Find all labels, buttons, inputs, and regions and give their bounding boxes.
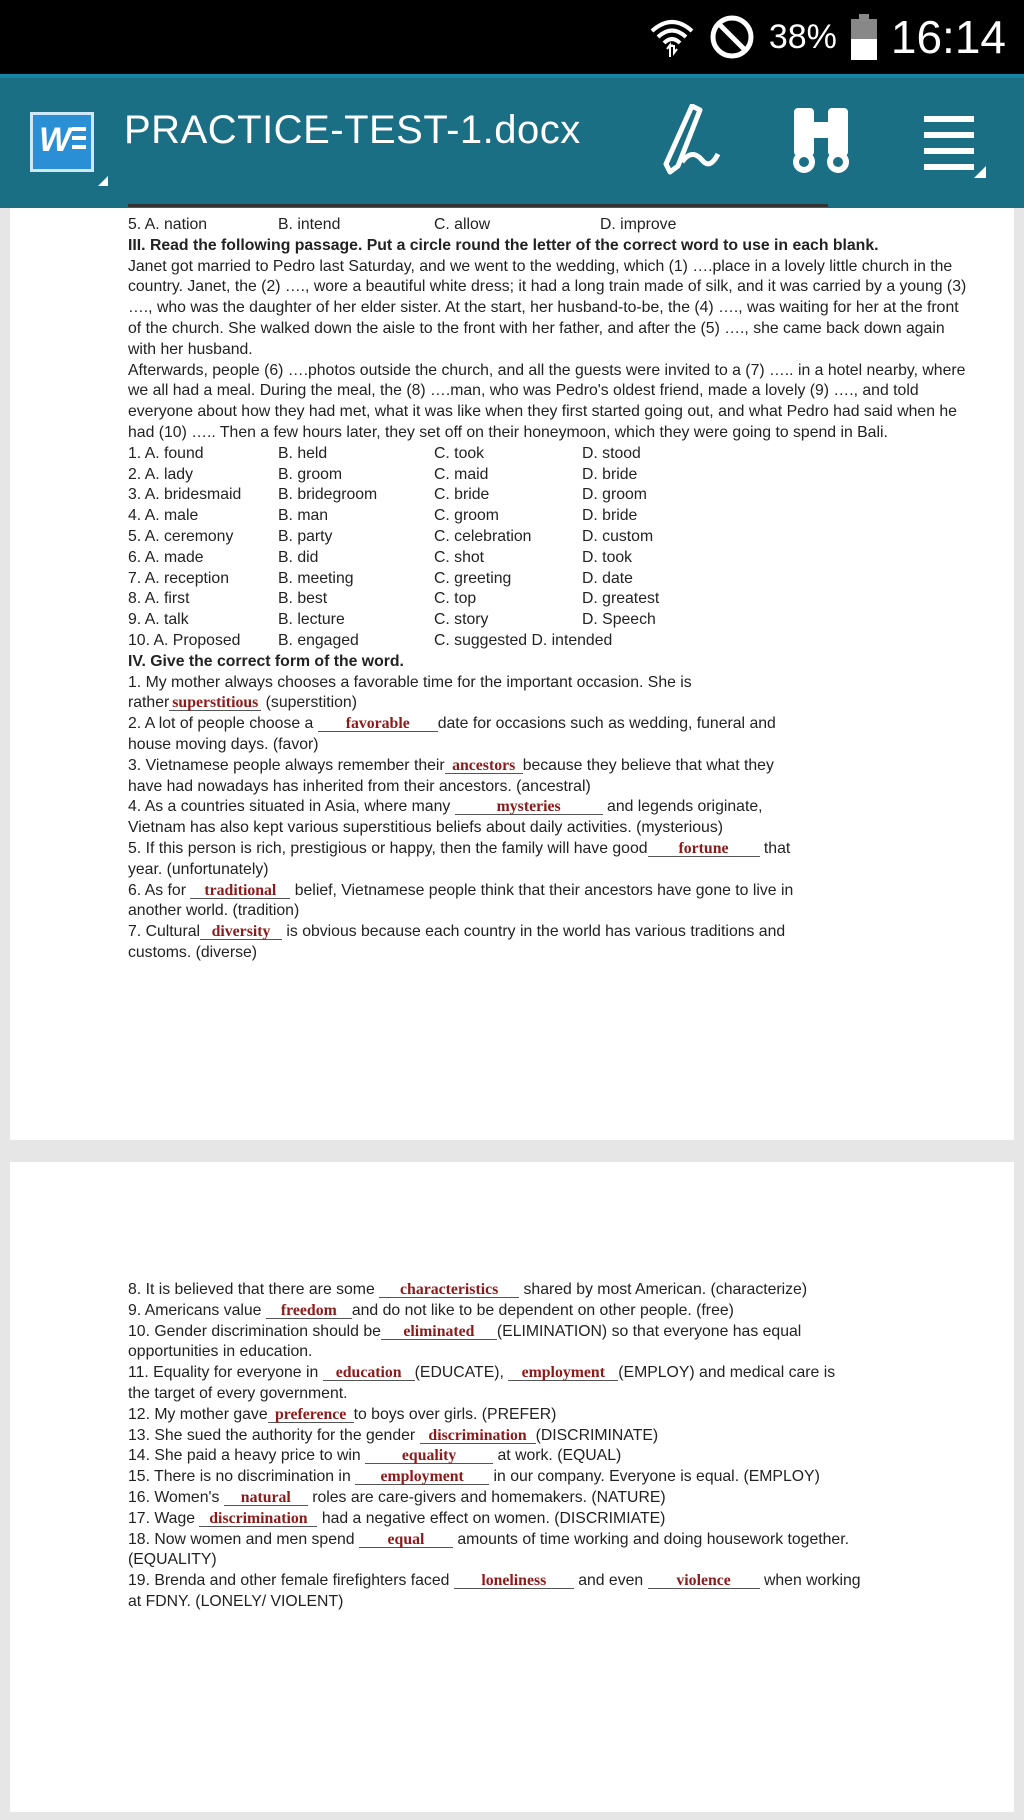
option-c[interactable]: C. bride <box>434 486 490 504</box>
passage-paragraph-2: Afterwards, people (6) ….photos outside the church, and all the guests were invited to a (7) ….. in a hotel nearby, where we all had a meal. During the meal, the (8) ….man, who was Pedro's oldest friend, made a lovely (9) …., and told everyone about how they had met, what it was like when they first started going out, and what Pedro had said when he had (10) ….. Then a few hours later, they set off on their honeymoon, which they were going to spend in Bali. <box>128 361 966 441</box>
item-1 <box>128 673 968 715</box>
answer-blank[interactable]: violence <box>648 1574 760 1589</box>
answer-blank[interactable]: freedom <box>266 1304 352 1319</box>
do-not-disturb-icon <box>709 14 755 60</box>
item-text: (EMPLOY) and medical care is <box>618 1364 836 1382</box>
answer-blank[interactable]: natural <box>224 1491 308 1506</box>
item-text: and legends originate, <box>607 798 763 816</box>
option-b[interactable]: B. best <box>278 590 328 608</box>
item-text: (EDUCATE), <box>414 1364 504 1382</box>
answer-blank[interactable]: traditional <box>190 884 290 899</box>
item-text: customs. (diverse) <box>128 943 258 961</box>
item-text: have had nowadays has inherited from their ancestors. (ancestral) <box>128 777 591 795</box>
option-b[interactable]: B. groom <box>278 465 343 483</box>
answer-blank[interactable]: education <box>323 1366 415 1381</box>
option-c[interactable]: C. took <box>434 444 485 462</box>
option-a[interactable]: 6. A. made <box>128 548 204 566</box>
option-a[interactable]: 3. A. bridesmaid <box>128 486 242 504</box>
item-text: opportunities in education. <box>128 1343 313 1361</box>
option-a[interactable]: 7. A. reception <box>128 569 229 587</box>
item-text: 15. There is no discrimination in <box>128 1468 351 1486</box>
item-text: at FDNY. (LONELY/ VIOLENT) <box>128 1592 344 1610</box>
option-d[interactable]: D. stood <box>582 444 641 462</box>
item-13 <box>128 1426 968 1447</box>
option-a[interactable]: 9. A. talk <box>128 611 189 629</box>
answer-blank[interactable]: superstitious <box>169 696 261 711</box>
item-text: shared by most American. (characterize) <box>523 1281 808 1298</box>
option-b[interactable]: B. meeting <box>278 569 354 587</box>
item-17 <box>128 1509 968 1530</box>
option-row <box>128 610 968 631</box>
answer-blank[interactable]: diversity <box>200 925 282 940</box>
battery-icon <box>851 14 877 60</box>
item-text: the target of every government. <box>128 1384 348 1402</box>
option-row <box>128 506 968 527</box>
option-a[interactable]: 8. A. first <box>128 590 190 608</box>
item-text: 16. Women's <box>128 1488 220 1506</box>
item-text: 8. It is believed that there are some <box>128 1281 375 1298</box>
option-c: C. allow <box>434 216 491 233</box>
option-d[interactable]: D. bride <box>582 507 638 525</box>
option-d[interactable]: D. bride <box>582 465 638 483</box>
item-12 <box>128 1405 968 1426</box>
menu-icon[interactable] <box>920 112 986 178</box>
item-text: 13. She sued the authority for the gender <box>128 1426 416 1444</box>
item-10 <box>128 1322 968 1364</box>
corner-indicator-icon <box>98 176 108 186</box>
option-d[interactable]: D. greatest <box>582 590 660 608</box>
answer-blank[interactable]: eliminated <box>381 1325 497 1340</box>
option-row <box>128 548 968 569</box>
option-c[interactable]: C. greeting <box>434 569 512 587</box>
item-text: and even <box>578 1572 644 1590</box>
option-b[interactable]: B. engaged <box>278 631 359 649</box>
option-a[interactable]: 1. A. found <box>128 444 204 462</box>
item-text: 4. As a countries situated in Asia, where many <box>128 798 451 816</box>
answer-blank[interactable]: employment <box>355 1470 489 1485</box>
item-text: another world. (tradition) <box>128 902 300 920</box>
document-body-page1 <box>128 215 968 964</box>
option-b[interactable]: B. did <box>278 548 319 566</box>
item-text: amounts of time working and doing housework together. <box>457 1530 849 1548</box>
item-text: 17. Wage <box>128 1509 196 1527</box>
option-d[interactable]: D. Speech <box>582 611 656 629</box>
option-a[interactable]: 10. A. Proposed <box>128 631 241 649</box>
answer-blank[interactable]: ancestors <box>445 759 523 774</box>
item-text: 3. Vietnamese people always remember their <box>128 756 445 774</box>
item-9 <box>128 1301 968 1322</box>
item-text: 2. A lot of people choose a <box>128 715 314 733</box>
item-4 <box>128 797 968 839</box>
item-16 <box>128 1488 968 1509</box>
option-d[interactable]: D. custom <box>582 527 654 545</box>
item-text: belief, Vietnamese people think that their ancestors have gone to live in <box>294 881 794 899</box>
app-bar <box>0 74 1024 208</box>
answer-blank[interactable]: equal <box>359 1533 453 1548</box>
item-text: roles are care-givers and homemakers. (NATURE) <box>312 1488 666 1506</box>
answer-blank[interactable]: equality <box>365 1449 493 1464</box>
option-d: D. improve <box>600 216 677 233</box>
answer-blank[interactable]: fortune <box>648 842 760 857</box>
option-d[interactable]: D. date <box>582 569 633 587</box>
option-b[interactable]: B. held <box>278 444 328 462</box>
option-c[interactable]: C. top <box>434 590 477 608</box>
item-text: in our company. Everyone is equal. (EMPLOY) <box>493 1468 820 1486</box>
passage-paragraph-1: Janet got married to Pedro last Saturday, and we went to the wedding, which (1) ….place in a lovely little church in the country. Janet, the (2) …., wore a beautiful white dress; it had a long train made of silk, and it was carried by a young (3) …., who was the daughter of her elder sister. At the start, her husband-to-be, the (4) …., was waiting for her at the front of the church. She walked down the aisle to the front with her father, and after the (5) …., she came back down again with her husband. <box>128 257 967 358</box>
option-row <box>128 569 968 590</box>
option-c[interactable]: C. celebration <box>434 527 532 545</box>
option-a: 5. A. nation <box>128 216 208 233</box>
item-text: had a negative effect on women. (DISCRIMIATE) <box>321 1509 666 1527</box>
document-body-page2 <box>128 1280 968 1613</box>
option-b[interactable]: B. bridegroom <box>278 486 378 504</box>
clipped-previous-line <box>128 204 828 212</box>
item-7 <box>128 922 968 964</box>
item-text: (ELIMINATION) so that everyone has equal <box>496 1322 802 1340</box>
answer-blank[interactable]: loneliness <box>454 1574 574 1589</box>
item-text: 14. She paid a heavy price to win <box>128 1447 361 1465</box>
answer-blank[interactable]: preference <box>268 1408 354 1423</box>
pen-icon[interactable] <box>652 104 722 184</box>
item-text: 11. Equality for everyone in <box>128 1364 319 1382</box>
binoculars-icon[interactable] <box>790 108 852 178</box>
item-text: 18. Now women and men spend <box>128 1530 355 1548</box>
item-19 <box>128 1571 968 1613</box>
option-a[interactable]: 4. A. male <box>128 507 199 525</box>
item-text: 7. Cultural <box>128 923 200 941</box>
item-18 <box>128 1530 968 1572</box>
item-text: date for occasions such as wedding, funeral and <box>437 715 776 733</box>
item-text: that <box>763 839 791 857</box>
battery-percentage: 38% <box>768 17 837 56</box>
question-row <box>128 215 968 236</box>
item-6 <box>128 881 968 923</box>
item-text: 1. My mother always chooses a favorable time for the important occasion. She is <box>128 673 692 691</box>
option-c[interactable]: C. story <box>434 611 489 629</box>
option-row <box>128 444 968 465</box>
item-text: rather <box>128 694 170 712</box>
item-text: Vietnam has also kept various superstitious beliefs about daily activities. (mysterious) <box>128 819 723 837</box>
item-text: 10. Gender discrimination should be <box>128 1322 381 1340</box>
status-bar <box>0 0 1024 74</box>
section-4-heading: IV. Give the correct form of the word. <box>128 652 404 670</box>
item-text: house moving days. (favor) <box>128 735 319 753</box>
item-text: year. (unfortunately) <box>128 860 269 878</box>
word-logo-icon[interactable]: W <box>30 112 94 172</box>
answer-blank[interactable]: discrimination <box>420 1429 536 1444</box>
option-c[interactable]: C. suggested D. intended <box>434 631 613 649</box>
option-d[interactable]: D. took <box>582 548 633 566</box>
item-text: (DISCRIMINATE) <box>535 1426 659 1444</box>
option-b[interactable]: B. lecture <box>278 611 345 629</box>
item-text: (EQUALITY) <box>128 1551 217 1569</box>
option-row <box>128 631 968 652</box>
item-text: 6. As for <box>128 881 186 899</box>
option-b: B. intend <box>278 216 341 233</box>
answer-blank[interactable]: characteristics <box>379 1283 519 1298</box>
option-c[interactable]: C. shot <box>434 548 485 566</box>
clock: 16:14 <box>890 11 1006 63</box>
option-a[interactable]: 5. A. ceremony <box>128 527 234 545</box>
answer-blank[interactable]: favorable <box>318 717 438 732</box>
option-row <box>128 465 968 486</box>
item-11 <box>128 1363 968 1405</box>
document-page-2[interactable] <box>10 1162 1014 1812</box>
option-c[interactable]: C. groom <box>434 507 499 525</box>
answer-blank[interactable]: discrimination <box>199 1512 317 1527</box>
item-2 <box>128 714 968 756</box>
option-d[interactable]: D. groom <box>582 486 647 504</box>
option-b[interactable]: B. party <box>278 527 333 545</box>
option-c[interactable]: C. maid <box>434 465 489 483</box>
item-text: 19. Brenda and other female firefighters faced <box>128 1572 450 1590</box>
option-row <box>128 527 968 548</box>
option-a[interactable]: 2. A. lady <box>128 465 193 483</box>
option-row <box>128 589 968 610</box>
item-text: and do not like to be dependent on other people. (free) <box>351 1301 734 1319</box>
answer-blank[interactable]: employment <box>508 1366 618 1381</box>
item-8 <box>128 1280 968 1301</box>
wifi-icon <box>649 15 695 59</box>
document-title: PRACTICE-TEST-1.docx <box>124 108 581 152</box>
item-15 <box>128 1467 968 1488</box>
item-text: (superstition) <box>265 694 357 712</box>
item-text: when working <box>763 1572 861 1590</box>
item-text: 9. Americans value <box>128 1301 262 1319</box>
item-text: to boys over girls. (PREFER) <box>353 1405 557 1423</box>
item-text: because they believe that what they <box>522 756 774 774</box>
document-page-1[interactable] <box>10 208 1014 1140</box>
item-text: at work. (EQUAL) <box>497 1447 622 1465</box>
item-3 <box>128 756 968 798</box>
option-b[interactable]: B. man <box>278 507 329 525</box>
item-5 <box>128 839 968 881</box>
option-row <box>128 485 968 506</box>
item-text: 5. If this person is rich, prestigious or happy, then the family will have good <box>128 839 648 857</box>
answer-options-list <box>128 444 968 652</box>
item-14 <box>128 1446 968 1467</box>
item-text: 12. My mother gave <box>128 1405 268 1423</box>
answer-blank[interactable]: mysteries <box>455 800 603 815</box>
item-text: is obvious because each country in the world has various traditions and <box>286 923 786 941</box>
section-3-heading: III. Read the following passage. Put a circle round the letter of the correct word to use in each blank. <box>128 236 879 254</box>
